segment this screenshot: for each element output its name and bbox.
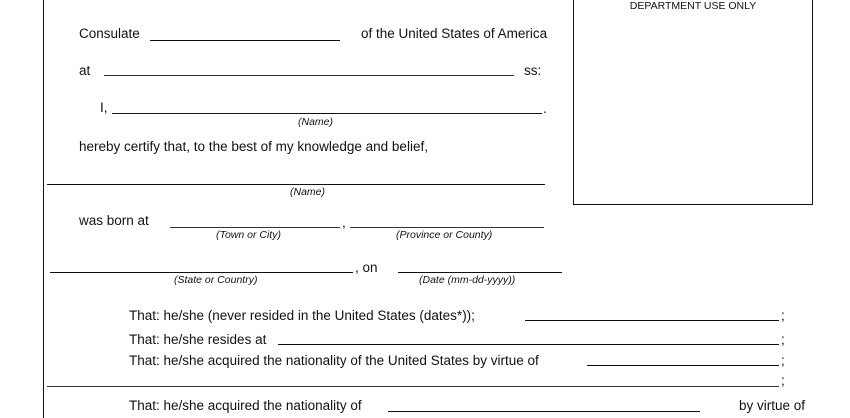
certify-text: hereby certify that, to the best of my knowledge and belief,: [79, 139, 428, 154]
i-label: I,: [100, 100, 108, 115]
birth-date-field[interactable]: [398, 257, 562, 273]
resides-at-text: That: he/she resides at: [129, 332, 267, 347]
other-nationality-field[interactable]: [388, 396, 700, 412]
name-caption-declarant: (Name): [298, 116, 334, 128]
residence-dates-text: That: he/she (never resided in the United States (dates*));: [129, 308, 475, 323]
left-margin-rule: [43, 0, 44, 418]
consulate-field[interactable]: [150, 25, 340, 41]
us-nationality-basis-field[interactable]: [587, 350, 779, 366]
other-nationality-text: That: he/she acquired the nationality of: [129, 398, 362, 413]
consulate-label: Consulate: [79, 26, 140, 41]
subject-name-field[interactable]: [47, 169, 545, 185]
province-field[interactable]: [350, 212, 544, 228]
comma-separator: ,: [342, 215, 346, 230]
name-caption-subject: (Name): [290, 186, 326, 198]
town-field[interactable]: [170, 212, 340, 228]
usa-label: of the United States of America: [361, 26, 548, 41]
state-country-field[interactable]: [50, 257, 353, 273]
us-nationality-continuation-field[interactable]: [47, 371, 779, 387]
at-label: at: [79, 63, 91, 78]
semicolon-1: ;: [781, 308, 785, 323]
on-label: , on: [355, 260, 378, 275]
town-caption: (Town or City): [216, 229, 281, 241]
semicolon-3: ;: [781, 353, 785, 368]
ss-label: ss:: [524, 63, 542, 78]
state-caption: (State or Country): [174, 274, 258, 286]
declarant-name-field[interactable]: [112, 98, 542, 114]
residence-address-field[interactable]: [278, 329, 779, 345]
location-field[interactable]: [104, 60, 514, 76]
born-label: was born at: [79, 213, 149, 228]
us-nationality-text: That: he/she acquired the nationality of the United States by virtue of: [129, 353, 539, 368]
province-caption: (Province or County): [396, 229, 493, 241]
by-virtue-label: by virtue of: [739, 398, 806, 413]
name-period: .: [543, 101, 547, 116]
date-caption: (Date (mm-dd-yyyy)): [419, 274, 516, 286]
semicolon-2: ;: [781, 332, 785, 347]
semicolon-4: ;: [781, 373, 785, 388]
residence-dates-field[interactable]: [525, 305, 779, 321]
department-use-label: DEPARTMENT USE ONLY: [629, 0, 757, 12]
department-use-box: [573, 0, 813, 205]
